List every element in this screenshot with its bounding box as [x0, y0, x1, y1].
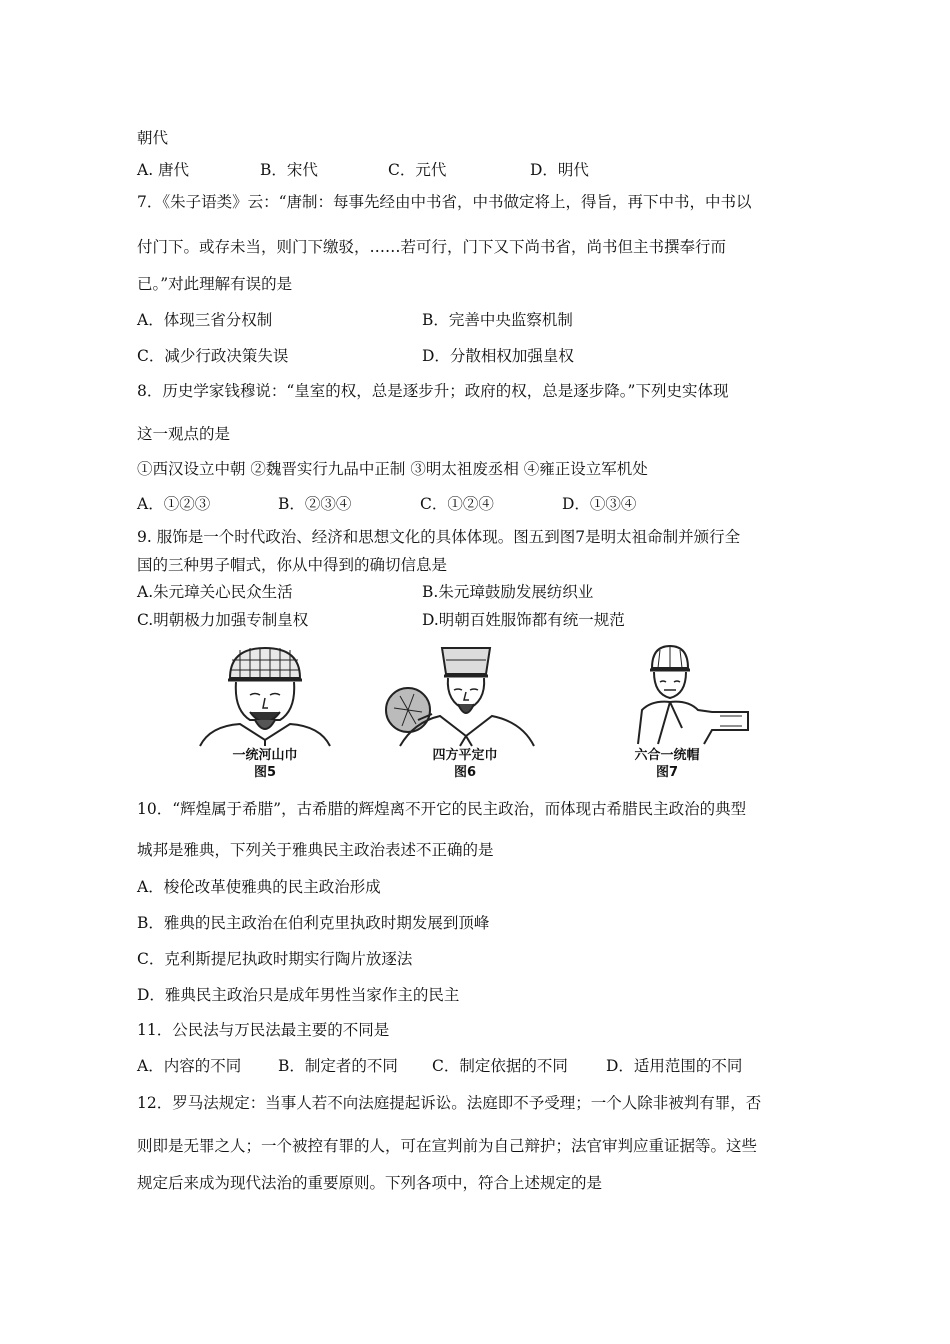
q11-stem: 11．公民法与万民法最主要的不同是 [137, 1021, 390, 1039]
q6-stem-tail: 朝代 [137, 129, 169, 147]
figure-7 [572, 640, 762, 790]
q8-option-c: C．①②④ [420, 495, 494, 513]
q12-stem-line-1: 12．罗马法规定：当事人若不向法庭提起诉讼。法庭即不予受理；一个人除非被判有罪，否 [137, 1094, 762, 1112]
q9-stem-line-1: 9. 服饰是一个时代政治、经济和思想文化的具体体现。图五到图7是明太祖命制并颁行全 [137, 528, 741, 546]
q6-option-a: A. 唐代 [137, 161, 190, 179]
q8-option-d: D．①③④ [562, 495, 637, 513]
q7-stem-line-2: 付门下。或存未当，则门下缴驳，……若可行，门下又下尚书省，尚书但主书撰奉行而 [137, 238, 727, 256]
figure-6 [370, 640, 560, 790]
figure-5 [170, 640, 360, 790]
q8-option-a: A．①②③ [137, 495, 211, 513]
q10-option-b: B．雅典的民主政治在伯利克里执政时期发展到顶峰 [137, 914, 490, 932]
q10-option-d: D．雅典民主政治只是成年男性当家作主的民主 [137, 986, 460, 1004]
q6-option-b: B．宋代 [260, 161, 318, 179]
q9-option-a: A.朱元璋关心民众生活 [137, 583, 293, 601]
figure-5-name: 一统河山巾 [232, 748, 298, 763]
q7-stem-line-3: 已。”对此理解有误的是 [137, 275, 293, 293]
q6-option-d: D．明代 [530, 161, 589, 179]
q8-option-b: B．②③④ [278, 495, 352, 513]
melon-cap-illustration [572, 640, 762, 748]
q8-stem-line-2: 这一观点的是 [137, 425, 231, 443]
q9-option-c: C.明朝极力加强专制皇权 [137, 611, 309, 629]
q11-option-c: C．制定依据的不同 [432, 1057, 568, 1075]
figure-6-label: 图6 [453, 765, 477, 780]
q12-stem-line-2: 则即是无罪之人；一个被控有罪的人，可在宣判前为自己辩护；法官审判应重证据等。这些 [137, 1137, 758, 1155]
q8-stem-line-1: 8．历史学家钱穆说：“皇室的权，总是逐步升；政府的权，总是逐步降。”下列史实体现 [137, 382, 729, 400]
square-hat-illustration [370, 640, 560, 748]
q7-stem-line-1: 7．《朱子语类》云：“唐制：每事先经由中书省，中书做定将上，得旨，再下中书，中书以 [137, 193, 752, 211]
figure-5-label: 图5 [253, 765, 277, 780]
q9-option-d: D.明朝百姓服饰都有统一规范 [422, 611, 625, 629]
q12-stem-line-3: 规定后来成为现代法治的重要原则。下列各项中，符合上述规定的是 [137, 1174, 603, 1192]
q7-option-a: A．体现三省分权制 [137, 311, 273, 329]
q7-option-b: B．完善中央监察机制 [422, 311, 573, 329]
figure-6-name: 四方平定巾 [432, 748, 498, 763]
q10-option-c: C．克利斯提尼执政时期实行陶片放逐法 [137, 950, 413, 968]
q10-option-a: A．梭伦改革使雅典的民主政治形成 [137, 878, 381, 896]
q9-option-b: B.朱元璋鼓励发展纺织业 [422, 583, 594, 601]
q7-option-d: D．分散相权加强皇权 [422, 347, 574, 365]
q8-items: ①西汉设立中朝 ②魏晋实行九品中正制 ③明太祖废丞相 ④雍正设立军机处 [137, 460, 648, 478]
q11-option-a: A．内容的不同 [137, 1057, 242, 1075]
q10-stem-line-1: 10．“辉煌属于希腊”，古希腊的辉煌离不开它的民主政治，而体现古希腊民主政治的典型 [137, 800, 747, 818]
q9-stem-line-2: 国的三种男子帽式，你从中得到的确切信息是 [137, 556, 448, 574]
q6-option-c: C．元代 [388, 161, 447, 179]
scholar-hat-illustration [170, 640, 360, 748]
q10-stem-line-2: 城邦是雅典，下列关于雅典民主政治表述不正确的是 [137, 841, 494, 859]
figure-7-name: 六合一统帽 [634, 748, 700, 763]
q11-option-d: D．适用范围的不同 [606, 1057, 743, 1075]
q7-option-c: C．减少行政决策失误 [137, 347, 289, 365]
figure-7-label: 图7 [655, 765, 679, 780]
q11-option-b: B．制定者的不同 [278, 1057, 398, 1075]
